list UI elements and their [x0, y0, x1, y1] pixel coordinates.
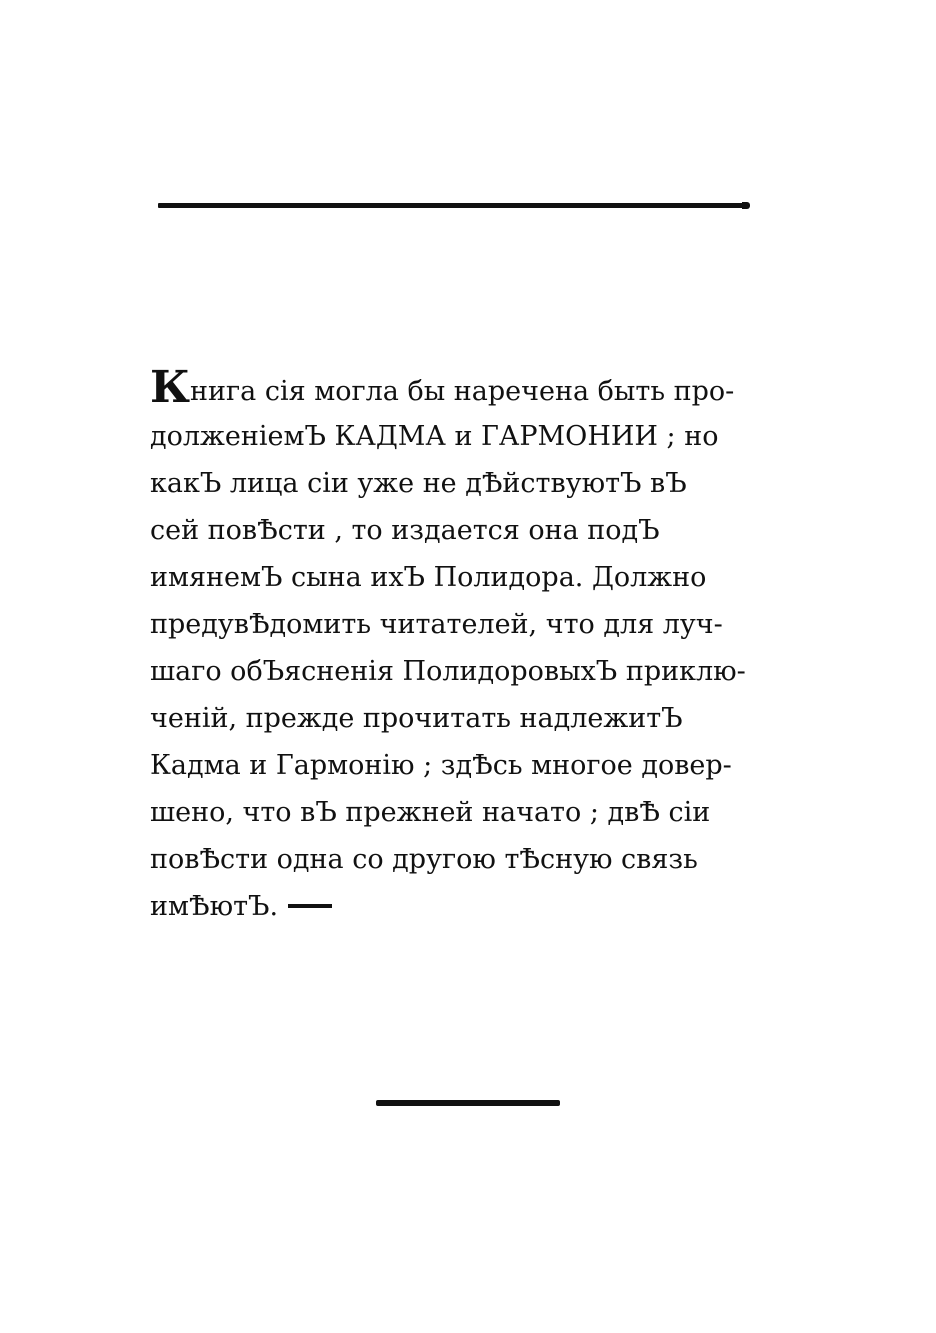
- text-line-12: имѢютЪ.: [150, 883, 790, 930]
- text-line-8: ченій, прежде прочитать надлежитЪ: [150, 703, 683, 734]
- text-line-5: имянемЪ сына ихЪ Полидора. Должно: [150, 562, 707, 593]
- text-line-1: Книга сія могла бы наречена быть про-: [150, 362, 735, 413]
- text-line-10: шено, что вЪ прежней начато ; двѢ сіи: [150, 797, 711, 828]
- text-line-3: какЪ лица сіи уже не дѢйствуютЪ вЪ: [150, 468, 687, 499]
- text-line-7: шаго обЪясненія ПолидоровыхЪ приклю-: [150, 656, 746, 687]
- text-line-4: сей повѢсти , то издается она подЪ: [150, 515, 660, 546]
- text-line-9: Кадма и Гармонію ; здѢсь многое довер-: [150, 750, 732, 781]
- text-line-2: долженіемЪ КАДМА и ГАРМОНИИ ; но: [150, 421, 719, 452]
- bottom-rule-divider: [376, 1100, 560, 1106]
- drop-capital: К: [150, 362, 191, 413]
- text-line-11: повѢсти одна со другою тѢсную связь: [150, 844, 698, 875]
- text-line-6: предувѢдомить читателей, что для луч-: [150, 609, 723, 640]
- end-dash: [288, 904, 332, 908]
- preface-paragraph: [150, 362, 790, 930]
- top-rule-divider: [158, 203, 748, 208]
